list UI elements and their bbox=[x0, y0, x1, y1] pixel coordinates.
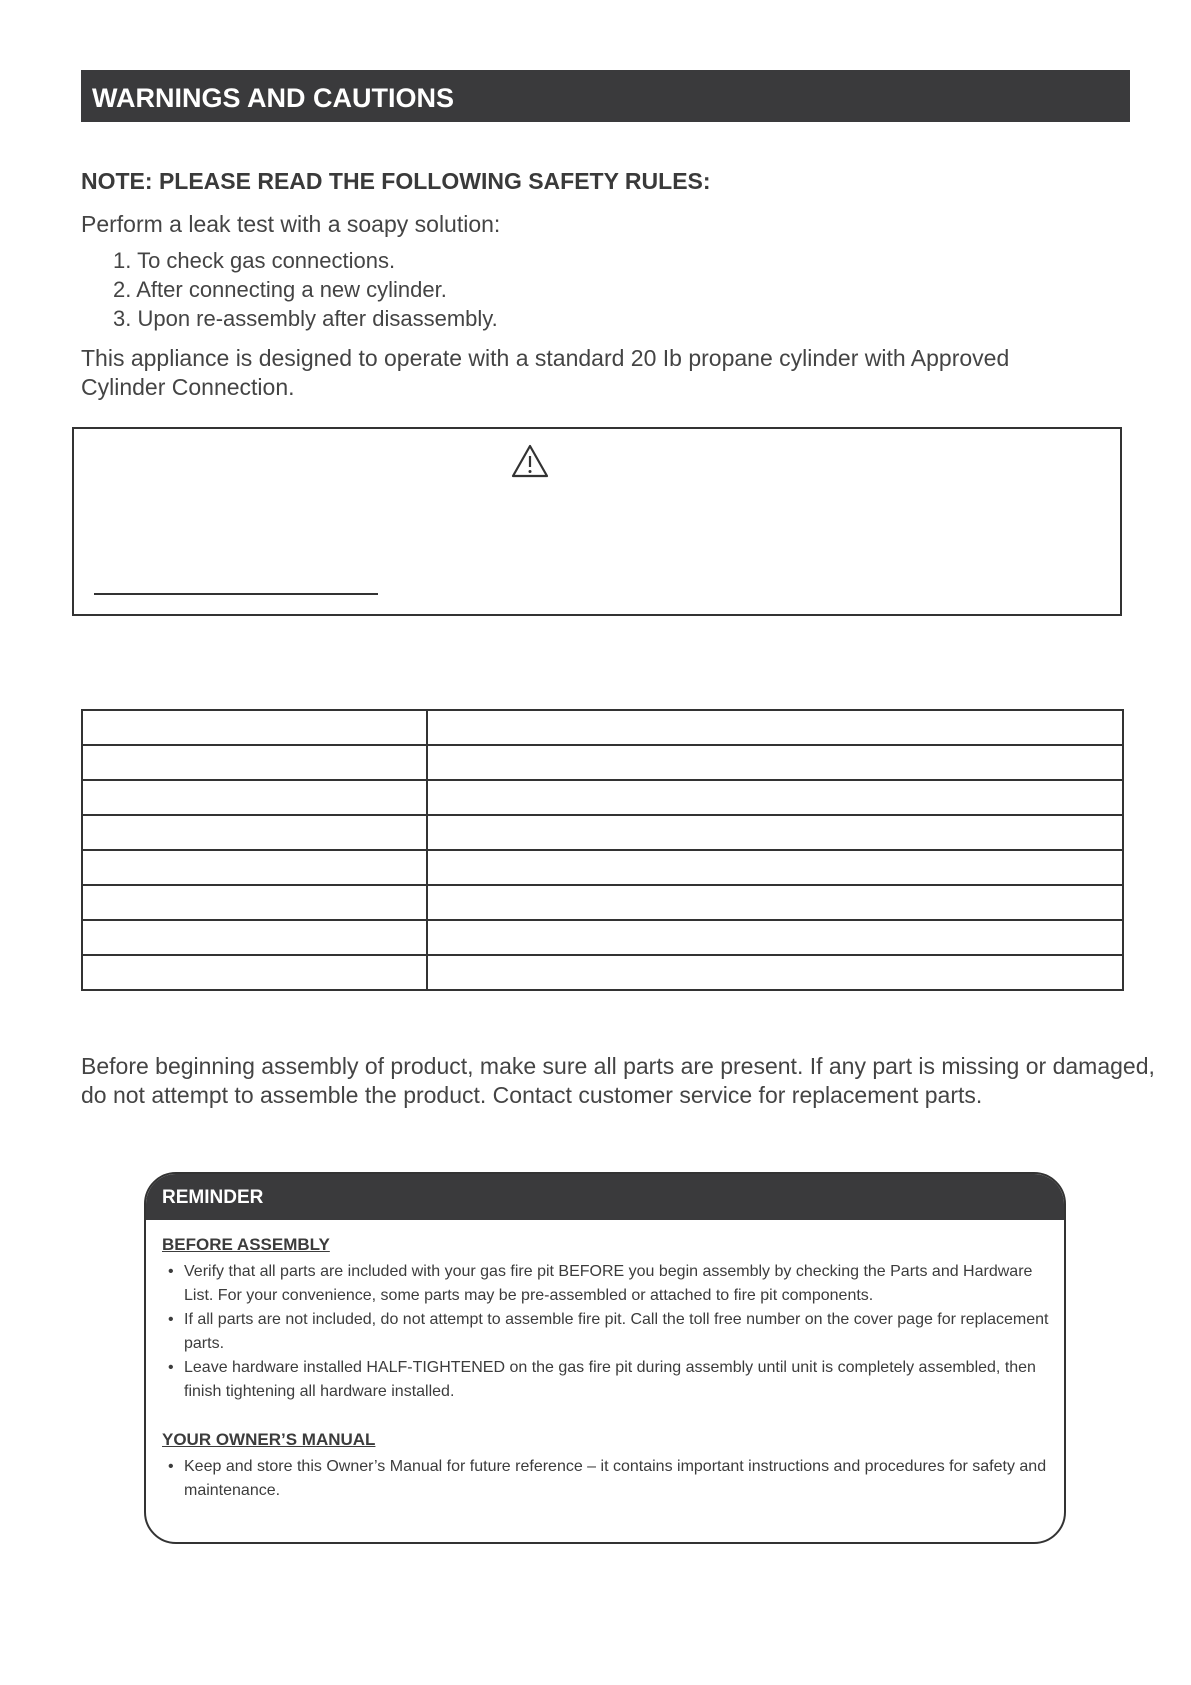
list-item-text: Leave hardware installed HALF-TIGHTENED on the gas fire pit during assembly until unit is completely assembled, then finish tightening all hardware installed. bbox=[184, 1359, 1036, 1400]
table-row bbox=[82, 815, 1123, 850]
leak-test-step: 3. Upon re-assembly after disassembly. bbox=[113, 306, 498, 331]
owners-manual-heading: YOUR OWNER’S MANUAL bbox=[162, 1430, 376, 1449]
before-assembly-heading: BEFORE ASSEMBLY bbox=[162, 1235, 330, 1254]
table-cell bbox=[427, 850, 1123, 885]
table-row bbox=[82, 780, 1123, 815]
list-item bbox=[166, 1308, 1050, 1356]
list-item-text: Verify that all parts are included with your gas fire pit BEFORE you begin assembly by checking the Parts and Hardware List. For your convenience, some parts may be pre-assembled or attached to fire pit components. bbox=[184, 1263, 1033, 1304]
table-cell bbox=[82, 955, 427, 990]
table-cell bbox=[82, 710, 427, 745]
table-cell bbox=[82, 745, 427, 780]
leak-test-step: 2. After connecting a new cylinder. bbox=[113, 277, 447, 302]
reminder-body bbox=[146, 1220, 1064, 1503]
spec-table bbox=[81, 709, 1124, 991]
table-row bbox=[82, 955, 1123, 990]
note-heading: NOTE: PLEASE READ THE FOLLOWING SAFETY RULES: bbox=[81, 168, 711, 194]
list-item-text: If all parts are not included, do not attempt to assemble fire pit. Call the toll free number on the cover page for replacement parts. bbox=[184, 1311, 1049, 1352]
reminder-title: REMINDER bbox=[146, 1174, 1064, 1220]
table-cell bbox=[427, 955, 1123, 990]
table-row bbox=[82, 745, 1123, 780]
table-cell bbox=[82, 920, 427, 955]
table-cell bbox=[427, 780, 1123, 815]
warning-triangle-icon bbox=[510, 443, 550, 479]
bullet-icon: • bbox=[168, 1359, 174, 1376]
warning-box bbox=[72, 427, 1122, 616]
section-header: WARNINGS AND CAUTIONS bbox=[81, 70, 1130, 122]
reminder-box bbox=[144, 1172, 1066, 1544]
table-cell bbox=[82, 885, 427, 920]
table-cell bbox=[427, 920, 1123, 955]
bullet-icon: • bbox=[168, 1458, 174, 1475]
table-row bbox=[82, 885, 1123, 920]
table-cell bbox=[427, 885, 1123, 920]
assembly-paragraph: Before beginning assembly of product, make sure all parts are present. If any part is missing or damaged, do not attempt to assemble the product. Contact customer service for replacement parts. bbox=[81, 1053, 1155, 1108]
leak-test-step: 1. To check gas connections. bbox=[113, 248, 396, 273]
table-cell bbox=[427, 745, 1123, 780]
table-row bbox=[82, 710, 1123, 745]
table-cell bbox=[82, 815, 427, 850]
warning-underline bbox=[94, 593, 378, 595]
bullet-icon: • bbox=[168, 1263, 174, 1280]
table-cell bbox=[82, 850, 427, 885]
table-row bbox=[82, 920, 1123, 955]
table-cell bbox=[427, 815, 1123, 850]
leak-test-intro: Perform a leak test with a soapy solution: bbox=[81, 211, 501, 237]
appliance-paragraph: This appliance is designed to operate with a standard 20 Ib propane cylinder with Approved Cylinder Connection. bbox=[81, 345, 1010, 400]
list-item-text: Keep and store this Owner’s Manual for future reference – it contains important instructions and procedures for safety and maintenance. bbox=[184, 1458, 1047, 1499]
table-cell bbox=[82, 780, 427, 815]
list-item bbox=[166, 1356, 1050, 1404]
table-cell bbox=[427, 710, 1123, 745]
leak-test-steps bbox=[113, 246, 498, 333]
table-row bbox=[82, 850, 1123, 885]
bullet-icon: • bbox=[168, 1311, 174, 1328]
list-item bbox=[166, 1455, 1050, 1503]
list-item bbox=[166, 1260, 1050, 1308]
